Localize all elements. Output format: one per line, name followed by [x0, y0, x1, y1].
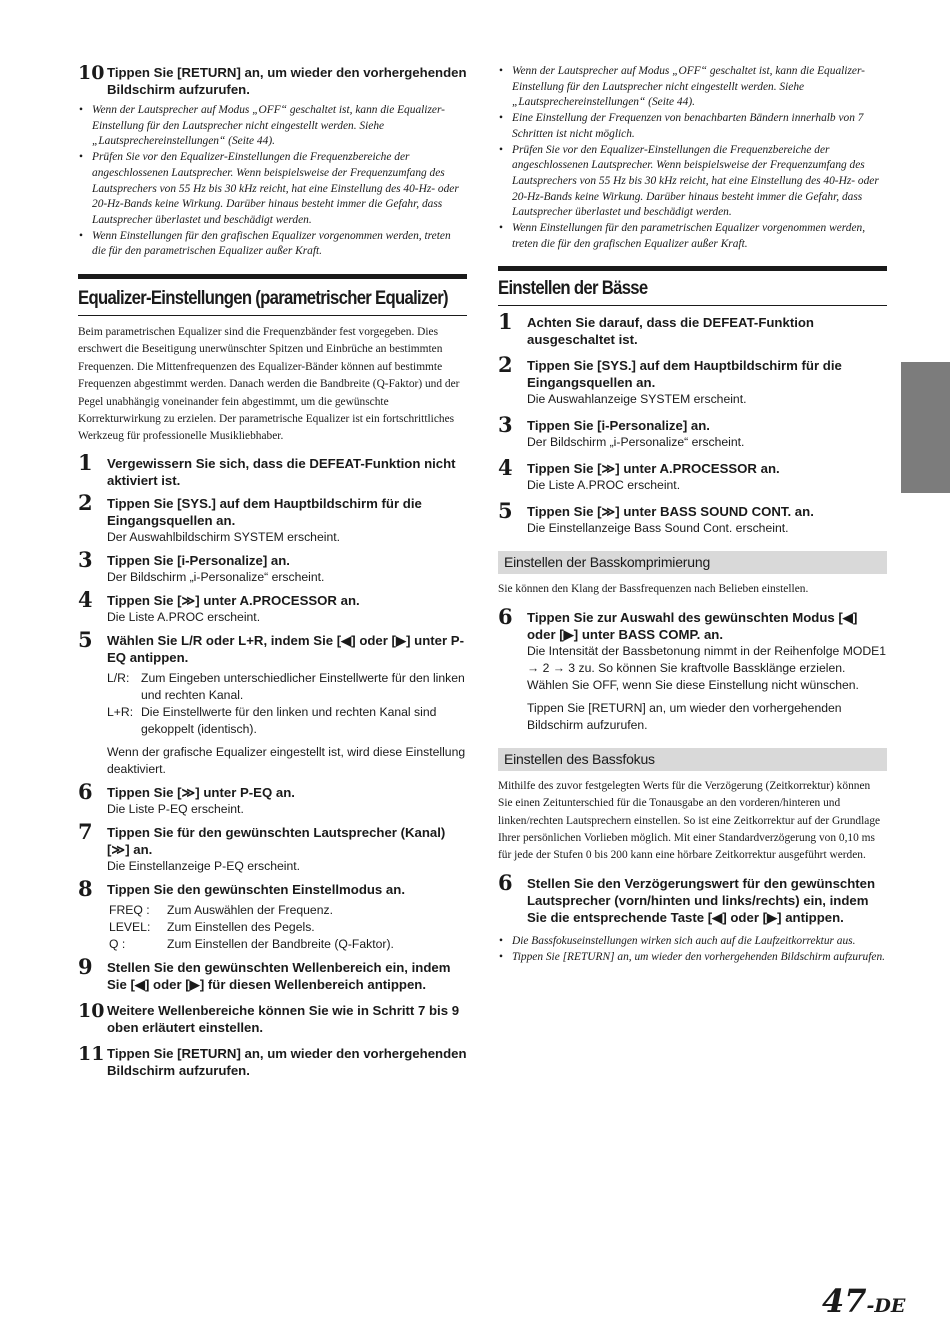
step-desc: Der Auswahlbildschirm SYSTEM erscheint. [107, 529, 340, 544]
right-column [498, 64, 887, 965]
step-5 [498, 498, 887, 537]
definition-term: Q : [109, 936, 126, 951]
definition-list [107, 670, 467, 738]
step-8 [78, 875, 467, 953]
step-title: Tippen Sie [≫] unter A.PROCESSOR an. [107, 592, 360, 608]
step-number: 10 [78, 62, 105, 84]
step-1 [78, 449, 467, 489]
page-number [822, 1283, 905, 1324]
step-title: Achten Sie darauf, dass die DEFEAT-Funktion ausgeschaltet ist. [527, 315, 814, 348]
definition-term: L+R: [107, 704, 134, 719]
intro-paragraph: Beim parametrischen Equalizer sind die Frequenzbänder fest vorgegeben. Dies erschwert die Beseitigung unerwünschter Spitzen und Einbrüche an bestimmten Frequenzen. Die Mittenfrequenzen des Equalizer-Bänder können auf bestimmte Frequenzen abgestimmt werden. Danach werden die Bandbreite (Q-Faktor) und der Pegel unabhängig voneinander fein abgestimmt, um die gewünschte Korrekturwirkung zu erzielen. Der parametrische Equalizer ist ein fortschrittliches Werkzeug für professionelle Musikliebhaber. [78, 326, 460, 443]
chapter-tab [901, 362, 950, 493]
note-item: • Wenn Einstellungen für den parametrischen Equalizer vorgenommen werden, treten die für den grafischen Equalizer außer Kraft. [498, 221, 887, 252]
note-item: • Die Bassfokuseinstellungen wirken sich auch auf die Laufzeitkorrektur aus. [498, 934, 887, 950]
step-title: Tippen Sie [≫] unter A.PROCESSOR an. [527, 461, 780, 477]
step-1 [498, 309, 887, 348]
step-title: Tippen Sie [i-Personalize] an. [527, 418, 710, 434]
step-4 [78, 586, 467, 626]
step-title: Tippen Sie [i-Personalize] an. [107, 552, 290, 568]
definition-term: FREQ : [109, 902, 150, 917]
step-6-bass-comp [498, 603, 887, 734]
subsection-title-bass-focus: Einstellen des Bassfokus [498, 748, 887, 771]
note-item: • Tippen Sie [RETURN] an, um wieder den vorhergehenden Bildschirm aufzurufen. [498, 950, 887, 966]
definition-row [107, 670, 467, 704]
step-title: Tippen Sie [≫] unter BASS SOUND CONT. an. [527, 504, 814, 520]
step-2 [498, 352, 887, 408]
step-desc: Die Intensität der Bassbetonung nimmt in der Reihenfolge MODE1 → 2 → 3 zu. So können Sie kraftvolle Bassklänge erzielen. [527, 643, 887, 675]
definition-row [107, 704, 467, 738]
note-item: • Eine Einstellung der Frequenzen von benachbarten Bändern innerhalb von 7 Schritten ist nicht möglich. [498, 111, 887, 142]
step-number: 7 [78, 818, 93, 844]
section-title: Einstellen der Bässe [498, 278, 648, 300]
note-item: • Wenn Einstellungen für den grafischen Equalizer vorgenommen werden, treten die für den parametrischen Equalizer außer Kraft. [78, 229, 467, 260]
step-desc: Der Bildschirm „i-Personalize“ erscheint. [527, 435, 745, 450]
page-number-value: 47 [822, 1282, 867, 1320]
step-desc: Die Liste A.PROC erscheint. [107, 609, 261, 624]
step-title: Tippen Sie [SYS.] auf dem Hauptbildschirm für die Eingangsquellen an. [107, 495, 422, 528]
step-number: 6 [498, 869, 513, 895]
section-heading [78, 274, 467, 316]
step-desc: Die Einstellanzeige Bass Sound Cont. erscheint. [527, 521, 789, 536]
definition-text: Zum Einstellen des Pegels. [167, 919, 315, 934]
step-title: Wählen Sie L/R oder L+R, indem Sie [◀] oder [▶] unter P-EQ antippen. [107, 632, 464, 665]
definition-text: Zum Einstellen der Bandbreite (Q-Faktor). [167, 936, 394, 951]
left-column [78, 64, 467, 1079]
step-9 [78, 953, 467, 993]
step-4 [498, 455, 887, 494]
subsection-title-bass-compression: Einstellen der Basskomprimierung [498, 551, 887, 574]
step-title: Tippen Sie [SYS.] auf dem Hauptbildschirm für die Eingangsquellen an. [527, 358, 842, 391]
notes-list [498, 64, 887, 252]
step-desc: Der Bildschirm „i-Personalize“ erscheint. [107, 569, 325, 584]
section-title: Equalizer-Einstellungen (parametrischer Equalizer) [78, 288, 448, 310]
step-number: 3 [498, 412, 513, 438]
step-number: 9 [78, 953, 93, 979]
step-number: 6 [498, 603, 513, 629]
step-desc: Wählen Sie OFF, wenn Sie diese Einstellung nicht wünschen. [527, 677, 859, 692]
step-title: Tippen Sie für den gewünschten Lautsprecher (Kanal) [≫] an. [107, 824, 446, 857]
step-number: 2 [498, 352, 513, 378]
definition-row [109, 919, 467, 936]
step-11 [78, 1042, 467, 1079]
definition-term: L/R: [107, 670, 130, 685]
step-3 [78, 546, 467, 586]
notes-list [78, 103, 467, 260]
note-item: • Wenn der Lautsprecher auf Modus „OFF“ geschaltet ist, kann die Equalizer-Einstellung für den Lautsprecher nicht eingestellt werden. Siehe „Lautsprechereinstellungen“ (Seite 44). [78, 103, 467, 150]
definition-text: Zum Eingeben unterschiedlicher Einstellwerte für den linken und rechten Kanal. [141, 670, 465, 702]
step-number: 8 [78, 875, 93, 901]
step-title: Tippen Sie den gewünschten Einstellmodus an. [107, 881, 405, 897]
step-number: 4 [78, 586, 93, 612]
step-title: Tippen Sie [RETURN] an, um wieder den vorhergehenden Bildschirm aufzurufen. [107, 1045, 467, 1078]
step-title: Tippen Sie [RETURN] an, um wieder den vorhergehenden Bildschirm aufzurufen. [107, 65, 467, 97]
step-desc: Die Einstellanzeige P-EQ erscheint. [107, 858, 301, 873]
step-2 [78, 489, 467, 546]
step-number: 5 [78, 626, 93, 652]
step-number: 3 [78, 546, 93, 572]
step-number: 1 [78, 449, 93, 475]
step-title: Tippen Sie zur Auswahl des gewünschten Modus [◀] oder [▶] unter BASS COMP. an. [527, 609, 858, 642]
step-6-bass-focus [498, 869, 887, 926]
note-item: • Wenn der Lautsprecher auf Modus „OFF“ geschaltet ist, kann die Equalizer-Einstellung für den Lautsprecher nicht eingestellt werden. Siehe „Lautsprechereinstellungen“ (Seite 44). [498, 64, 887, 111]
step-6 [78, 778, 467, 818]
definition-list [107, 902, 467, 953]
step-10-return [78, 64, 467, 98]
step-title: Stellen Sie den gewünschten Wellenbereich ein, indem Sie [◀] oder [▶] für diesen Wellenbereich antippen. [107, 959, 451, 992]
definition-row [109, 936, 467, 953]
notes-list [498, 934, 887, 965]
step-number: 6 [78, 778, 93, 804]
step-title: Stellen Sie den Verzögerungswert für den gewünschten Lautsprecher (vorn/hinten und links/rechts) ein, indem Sie die entsprechende Taste [◀] oder [▶] antippen. [527, 875, 876, 925]
note-item: • Prüfen Sie vor den Equalizer-Einstellungen die Frequenzbereiche der angeschlossenen Lautsprecher. Wenn beispielsweise der Frequenzumfang des Lautsprechers von 55 Hz bis 30 kHz reicht, hat eine Einstellung des 40-Hz- oder 20-Hz-Bands keine Wirkung. Darüber hinaus besteht immer die Gefahr, dass Lautsprecher überlastet und beschädigt werden. [78, 150, 467, 229]
note-item: • Prüfen Sie vor den Equalizer-Einstellungen die Frequenzbereiche der angeschlossenen Lautsprecher. Wenn beispielsweise der Frequenzumfang des Lautsprechers von 55 Hz bis 30 kHz reicht, hat eine Einstellung des 40-Hz- oder 20-Hz-Bands keine Wirkung. Darüber hinaus besteht immer die Gefahr, dass Lautsprecher überlastet und beschädigt werden. [498, 143, 887, 222]
definition-text: Zum Auswählen der Frequenz. [167, 902, 333, 917]
page-language-suffix: -DE [866, 1295, 906, 1317]
step-number: 1 [498, 309, 513, 335]
step-title: Tippen Sie [≫] unter P-EQ an. [107, 784, 295, 800]
step-number: 5 [498, 498, 513, 524]
subsection-intro: Mithilfe des zuvor festgelegten Werts für die Verzögerung (Zeitkorrektur) können Sie einen Zeitunterschied für die Tonausgabe an den vorderen/hinteren und linken/rechten Lautsprechern einstellen. So ist eine Zeitkorrektur auf der Grundlage Ihrer persönlichen Vorlieben möglich. Mit einer Standardverzögerung von 0,10 ms für jede der Stufen 0 bis 200 kann eine hörbare Zeitkorrektur ausgeführt werden. [498, 779, 881, 862]
step-title: Vergewissern Sie sich, dass die DEFEAT-Funktion nicht aktiviert ist. [107, 455, 456, 488]
step-desc: Tippen Sie [RETURN] an, um wieder den vorhergehenden Bildschirm aufzurufen. [527, 700, 842, 732]
step-5 [78, 626, 467, 778]
section-heading [498, 266, 887, 306]
step-7 [78, 818, 467, 875]
subsection-intro: Sie können den Klang der Bassfrequenzen nach Belieben einstellen. [498, 583, 809, 596]
step-title: Weitere Wellenbereiche können Sie wie in Schritt 7 bis 9 oben erläutert einstellen. [107, 1002, 460, 1035]
step-note: Wenn der grafische Equalizer eingestellt ist, wird diese Einstellung deaktiviert. [107, 744, 466, 776]
step-3 [498, 412, 887, 451]
step-desc: Die Liste A.PROC erscheint. [527, 478, 681, 493]
definition-text: Die Einstellwerte für den linken und rechten Kanal sind gekoppelt (identisch). [141, 704, 437, 736]
step-desc: Die Liste P-EQ erscheint. [107, 801, 244, 816]
step-10 [78, 999, 467, 1036]
step-number: 11 [78, 1042, 105, 1065]
step-number: 10 [78, 999, 105, 1022]
step-number: 2 [78, 489, 93, 515]
definition-term: LEVEL: [109, 919, 151, 934]
step-desc: Die Auswahlanzeige SYSTEM erscheint. [527, 392, 747, 407]
step-number: 4 [498, 455, 513, 481]
definition-row [109, 902, 467, 919]
